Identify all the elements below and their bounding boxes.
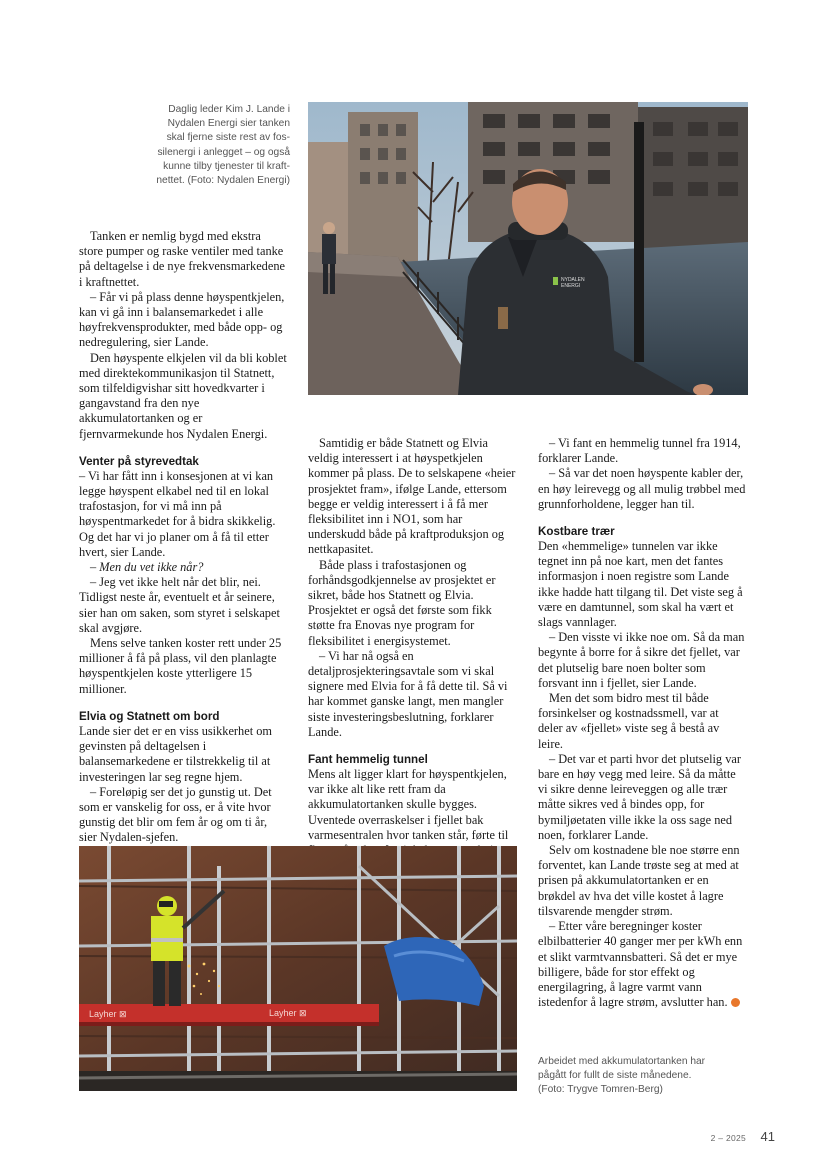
page-footer xyxy=(711,1128,775,1146)
end-of-article-icon xyxy=(731,998,740,1007)
jacket-logo-text: NYDALEN xyxy=(561,277,585,283)
body-paragraph: Selv om kostnadene ble noe større enn forventet, kan Lande trøste seg at med at prisen på akkumulatortanken er en brøkdel av hva det ville kostet å lagre tilsvarende mengder strøm. xyxy=(538,843,740,918)
body-paragraph: – Det var et parti hvor det plutselig var bare en høy vegg med leire. Så da måtte vi sikre denne leireveggen og alle trær måtte sikres ved å bindes opp, for bymiljøetaten ville ikke la oss sage ned noen, forklarer Lande. xyxy=(538,751,741,842)
body-paragraph: – Foreløpig ser det jo gunstig ut. Det som er vanskelig for oss, er å vite hvor gunstig det blir om fem år og om ti år, sier Nydalen-sjefen. xyxy=(79,784,272,845)
caption-line: skal fjerne siste rest av fos- xyxy=(166,132,290,144)
caption-line: kunne tilby tjenester til kraft- xyxy=(163,160,290,172)
interviewer-question: – Men du vet ikke når? xyxy=(90,560,204,575)
body-paragraph: Samtidig er både Statnett og Elvia veldig interessert i at høyspetkjelen kommer på plass. De to selskapene «heier prosjektet fram», ifølge Lande, ettersom begge er veldig interessert i å få mer fleksibilitet inn i NO1, som har underskudd både på kraftproduksjon og nettkapasitet. xyxy=(308,436,516,557)
page-number: 41 xyxy=(760,1129,775,1144)
body-paragraph: Men det som bidro mest til både forsinkelser og kostnadssmell, var at deler av «fjellet» viste seg å bestå av leire. xyxy=(538,691,720,751)
caption-line: Daglig leder Kim J. Lande i xyxy=(168,104,290,115)
issue-number: 2 – 2025 xyxy=(710,1133,747,1143)
section-heading: Fant hemmelig tunnel xyxy=(308,753,428,767)
caption-line: (Foto: Trygve Tomren-Berg) xyxy=(538,1084,663,1096)
body-paragraph: Den «hemmelige» tunnelen var ikke tegnet inn på noe kart, men det fantes informasjon i noen registre som Lande ikke hadde hatt tilgang til. Det viste seg å være en damtunnel, som skal ha vært et slags vannlager. xyxy=(538,539,743,630)
jacket-logo-text: ENERGI xyxy=(561,283,581,289)
body-paragraph: Mens alt ligger klart for høyspentkjelen, var ikke alt like rett fram da akkumulatortanken skulle bygges. Uventede overraskelser i fjellet bak varmesentralen hvor tanken står, førte til xyxy=(308,767,509,842)
scaffold-brand-text: Layher ⊠ xyxy=(269,1008,307,1018)
portrait-photo xyxy=(308,102,748,395)
article-column-1 xyxy=(79,229,287,846)
section-heading: Kostbare trær xyxy=(538,525,615,539)
section-heading: Venter på styrevedtak xyxy=(79,454,199,468)
closing-paragraph-text: – Etter våre beregninger koster elbilbatterier 40 ganger mer per kWh enn et slikt varmtvannsbatteri. Så det er mye billigere, både for stor effekt og energilagring, å lagre varmt vann istedenfor å lagre strøm, avslutter han. xyxy=(538,919,743,1010)
construction-photo xyxy=(79,846,517,1091)
caption-line: Arbeidet med akkumulatortanken har xyxy=(538,1056,706,1067)
body-paragraph: – Vi har nå også en detaljprosjekteringsavtale som vi skal signere med Elvia for å få dette til. Så vi har kommet ganske langt, men mangler siste investeringsbeslutning, forklarer Lande. xyxy=(308,648,508,739)
body-paragraph: – Så var det noen høyspente kabler der, en høy leirevegg og all mulig trøbbel med grunnforholdene, legger han til. xyxy=(538,466,746,511)
caption-line: nettet. (Foto: Nydalen Energi) xyxy=(156,175,290,187)
body-paragraph: Tanken er nemlig bygd med ekstra store pumper og raske ventiler med tanke på deltagelse i de nye frekvensmarkedene i kraftnettet. xyxy=(79,229,285,289)
body-paragraph: Både plass i trafostasjonen og forhåndsgodkjennelse av prosjektet er sikret, både hos Statnett og Elvia. Prosjektet er også det første som fikk støtte fra Enovas nye program for fleksibilitet i energisystemet. xyxy=(308,557,496,648)
body-paragraph xyxy=(538,919,746,1010)
photo-caption-bottom xyxy=(538,1055,728,1098)
body-paragraph: Mens selve tanken koster rett under 25 millioner å få på plass, vil den planlagte høyspentkjelen koste ytterligere 15 millioner. xyxy=(79,636,282,696)
body-paragraph: Den høyspente elkjelen vil da bli koblet med direktekommunikasjon til Statnett, som tilfeldigvishar sitt hovedkvarter i gangavstand fra den nye akkumulatortanken og er fjernvarmekunde hos Nydalen Energi. xyxy=(79,350,287,441)
body-paragraph: – Vi har fått inn i konsesjonen at vi kan legge høyspent elkabel ned til en lokal trafostasjon, for vi må inn på høyspentmarkedet for å bidra skikkelig. Og det har vi jo planer om å få til etter hvert, sier Lande. xyxy=(79,468,276,559)
article-column-3 xyxy=(538,436,746,1010)
body-paragraph: – Vi fant en hemmelig tunnel fra 1914, forklarer Lande. xyxy=(538,436,741,466)
body-paragraph xyxy=(79,560,287,575)
caption-line: pågått for fullt de siste månedene. xyxy=(538,1070,692,1082)
photo-caption-top xyxy=(140,103,290,188)
article-column-2 xyxy=(308,436,516,889)
body-paragraph: – Den visste vi ikke noe om. Så da man begynte å borre for å sikre det fjellet, var det plutselig bare noen bolter som forsvant inn i fjellet, sier Lande. xyxy=(538,630,745,690)
body-paragraph: – Jeg vet ikke helt når det blir, nei. Tidligst neste år, eventuelt et år seinere, sier han om saken, som styret i selskapet skal avgjøre. xyxy=(79,575,280,635)
caption-line: Nydalen Energi sier tanken xyxy=(167,118,290,130)
section-heading: Elvia og Statnett om bord xyxy=(79,709,220,723)
body-paragraph: Lande sier det er en viss usikkerhet om gevinsten på deltagelsen i balansemarkedene er tilstrekkelig til at investeringen lar seg regne hjem. xyxy=(79,723,272,784)
caption-line: silenergi i anlegget – og også xyxy=(157,146,290,158)
scaffold-brand-text: Layher ⊠ xyxy=(89,1009,127,1019)
body-paragraph: – Får vi på plass denne høyspentkjelen, kan vi gå inn i balansemarkedet i alle høyfrekvensprodukter, med både opp- og nedregulering, sier Lande. xyxy=(79,289,285,350)
